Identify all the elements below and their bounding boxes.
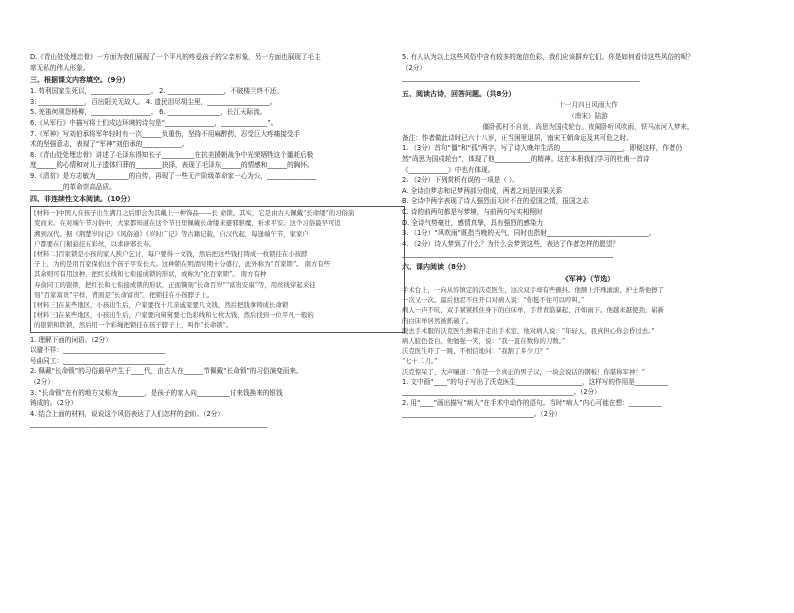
question-line: 然“尚思为国戍轮台”，体现了他___________的精神。这在本册我们学习的杜甫一首诗 [402,154,650,163]
section-5-title: 五、阅读古诗，回答问题。（共8分） [402,89,516,98]
passage-title: 《军神》（节选） [561,274,615,283]
text-line: D.《青山处处埋忠骨》一方面为我们展现了一个平凡的疼爱孩子的父亲形象，另一方面也展现了毛主 [30,53,321,61]
material-line: 其余则可有用这种，把红长线和七衔接成锁的形状，或称为“化百家锁”。 南方有种 [34,270,267,279]
passage-line: 沃克医生吓了一跳，不相信地问：“我割了多少刀？” [402,347,550,356]
option-b: B. 全诗中两字表现了诗人强烈而无时不在的爱国之情，报国之志 [402,197,589,206]
answer-line[interactable]: ________________________________________________________________________ [402,74,640,83]
fill-in-line: 1. 苟利国家生死以，__________________。 2. _________________，不破楼兰终不还。 [30,87,283,96]
material-line: [材料二]百家锁是小孩的家人挨户乞讨，每户要得一文钱，然后把这些钱打铸成一枚锁挂在小孩脖 [34,249,308,258]
material-line: 刻“百家富贵”字样，背面是“长命富贵”，把锁挂在小孩脖子上。 [34,290,214,299]
passage [402,285,774,377]
material-line: 户都要在门楣悬挂五彩丝，以求辟邪长寿。 [34,239,156,248]
answer-line[interactable]: 以避不祥：_______________________________ [30,346,166,355]
material-line: [材料三]在某些地区，小孩出生后，户家要找十几亲戚家要几文钱，然后把钱拿铸成长命锁 [34,300,289,309]
fill-in-line: 8.《青山处处埋忠骨》讲述了毛泽东得知长子__________在抗美援朝战争中光荣牺牲这个噩耗后极 [30,150,314,159]
question-line: 《____________》中也有体现。 [402,165,495,174]
section-4-title: 四、非连续性文本阅读。（10分） [30,195,135,204]
passage-line: 脱去手术服的沃克医生擦着汗走出手术室，他对病人说：“年轻人，我真担心你会昏过去。” [402,326,655,335]
question-line: 1. 理解下面的词语。（2分） [30,335,112,344]
text-line: 席无私的伟人形象。 [30,63,90,72]
fill-in-line: __________的革命崇高品质。 [30,182,116,191]
left-column [30,52,405,613]
question-line: 1. 文中画“____”的句子写出了沃克医生____________________，这样写的作用是__________ [402,377,668,386]
fill-in-line: 7.《军神》写刘伯承将军年轻时有一次______负重伤，坚持不用麻醉药，忍受巨大疼痛接受手 [30,129,301,138]
question-line: 3. “长命锁”在有的地方又称为________，是孩子的家人向__________讨来钱换来的银钱 [30,388,283,397]
fill-in-line: 5. 羌笛何须怨杨柳，__________________。 6. ________________，长江天际流。 [30,108,267,117]
fill-in-line: 9.《清贫》是方志敏为__________的自传，再现了一些无产阶级革命家一心为公，_______________ [30,171,317,180]
passage-line: 的白床单居然被抓破了。 [402,316,473,325]
passage-line: 手术台上，一向从容镇定的沃克医生，这次双手却有些颤抖。他额上汗珠滚滚，护士帮他擦了 [402,285,665,294]
fill-in-line: 6.《从军行》中描写将士们戍边环境的诗句是“_______________，______________”。 [30,118,278,127]
poem-note: 备注：作者做此诗时已六十八岁，正当困里退居，南宋王朝命运及其可危之时。 [402,133,633,142]
question-line: （2分） [30,377,54,386]
section-3-title: 三、根据课文内容填空。（9分） [30,76,130,85]
answer-line[interactable]: 号曲同工：_______________________________ [30,356,166,365]
option-d: D. 全诗气势豪壮，感情真挚，具有强烈的感染力 [402,218,544,227]
section-4-questions [30,335,405,430]
question-line: 4. 结合上面的材料，说说这个风俗表达了人们怎样的企盼。（2分） [30,409,224,418]
question-line: 2. 用“____”画出描写“病人”在手术中动作的语句。当时“病人”内心可能在想：__________ [402,398,662,407]
poem-author: （南宋）陆游 [568,111,608,120]
question-line: ________________________________________。（2分） [402,409,562,418]
question-line: 4. （2分）诗人梦到了什么？为什么会梦到这些，表达了作者怎样的愿望？ [402,239,619,248]
question-line: （2分） [402,63,426,72]
poem-title: 十一月四日风雨大作 [558,100,618,109]
poem-text: 僵卧孤村不自哀，尚思为国戍轮台。夜阑卧听风吹雨，铁马冰河入梦来。 [482,122,694,131]
right-column [402,52,774,613]
material-line: 子上，为的是用百家保佑这个孩子平安长大。这种锁在明清时期十分盛行，此外称为“百家锁”。 南方有些 [34,260,331,269]
material-line: 的银锁和铁锁，然后用一个彩绳把锁挂在孩子脖子上，叫作“长命锁”。 [34,321,233,330]
question-5 [402,52,774,84]
fill-in-line: 度______的心情和对儿子遗体归葬的________抉择，表现了毛泽东______的情感和______的胸怀。 [30,161,314,170]
material-line: 寿俞同工的银锁，把红长和七衔接成锁的形状，正面镌刻“长命百岁”“富贵安康”等，用丝线穿起来挂 [34,280,316,289]
materials-box [30,206,405,332]
question-line: 1. （3分）首句“僵”和“孤”两字，写了诗人晚年生活的___________________，即便这样，作者仍 [402,144,683,153]
question-line: 2. （2分）下列赏析有误的一项是（ ）。 [402,176,519,185]
fill-in-line: 3. ______________，百出阳关无故人。 4. 遗民泪尽胡尘里，___________________。 [30,97,277,106]
passage-line: 沃克惊呆了，大声嚷道：“你是一个真正的男子汉，一块会说话的钢板！你堪称军神！” [402,367,645,376]
passage-line: 一次又一次。最后他忍不住开口对病人说：“你挺不住可以哼叫。” [402,296,585,305]
section-6-title: 六、课内阅读（8分） [402,262,470,271]
answer-line[interactable]: ________________________________________________________________________ [30,420,268,429]
question-line: ____________________________________________________。（2分） [402,388,601,397]
material-line: [材料一]中国人在孩子出生满月之后即会为其戴上一种饰品——长 命锁。其实，它是由古人佩戴“长命缕”的习俗演 [34,209,355,218]
question-line: 2. 佩戴“长命锁”的习俗最早产生于____代，由古人在______节佩戴“长命锁”的习俗演变而来。 [30,367,303,376]
answer-line[interactable]: ________________________________________________________________ [402,250,613,259]
material-line: 变而来。在对端午节习俗中，大家都知道在这个节日里佩戴长命缕来避邪驱魔，祈求平安。这个习俗最早可追 [34,219,341,228]
question-line: 5. 有人认为以上这些风俗中含有较多的迷信色彩，我们应该摒弃它们。你是如何看待这些风俗的呢？ [402,53,694,61]
option-a: A. 全诗由梦志和记梦两部分组成，两者之间是因果关系 [402,186,563,195]
fill-in-line: 术的坚强意志，表现了“军神”刘伯承的____________。 [30,140,189,149]
question-line: 3. （1分）“风吹雨”既指当晚的天气，同时也指射_______________________________。 [402,229,656,238]
poem-questions [402,143,774,260]
material-line: [材料三]在某些地区，小孩出生后，户家要向舅舅要七色彩线和七枚大钱，然后找到一位平凡一般的 [34,311,314,320]
question-line: 铸成的。（2分） [30,399,78,408]
option-c: C. 诗的前两句都是写梦境，与前两句写实相照时 [402,207,543,216]
passage-line: “七十二刀。” [402,357,438,366]
passage-line: 病人一声不吭，双手紧紧抓住身下的白床单，手背青筋暴起，汗如雨下。他越来越使劲，崭新 [402,306,665,315]
section-3-items [30,86,405,192]
passage-questions [402,377,774,419]
intro-text [30,52,405,73]
material-line: 溯到汉代。据《荆楚岁时记》《风俗通》《岁时广记》等古籍记载，自汉代起，每逢端午节，家家户 [34,229,309,238]
passage-line: 病人脸色苍白。他勉强一笑，说：“我一直在数你的刀数。” [402,336,566,345]
